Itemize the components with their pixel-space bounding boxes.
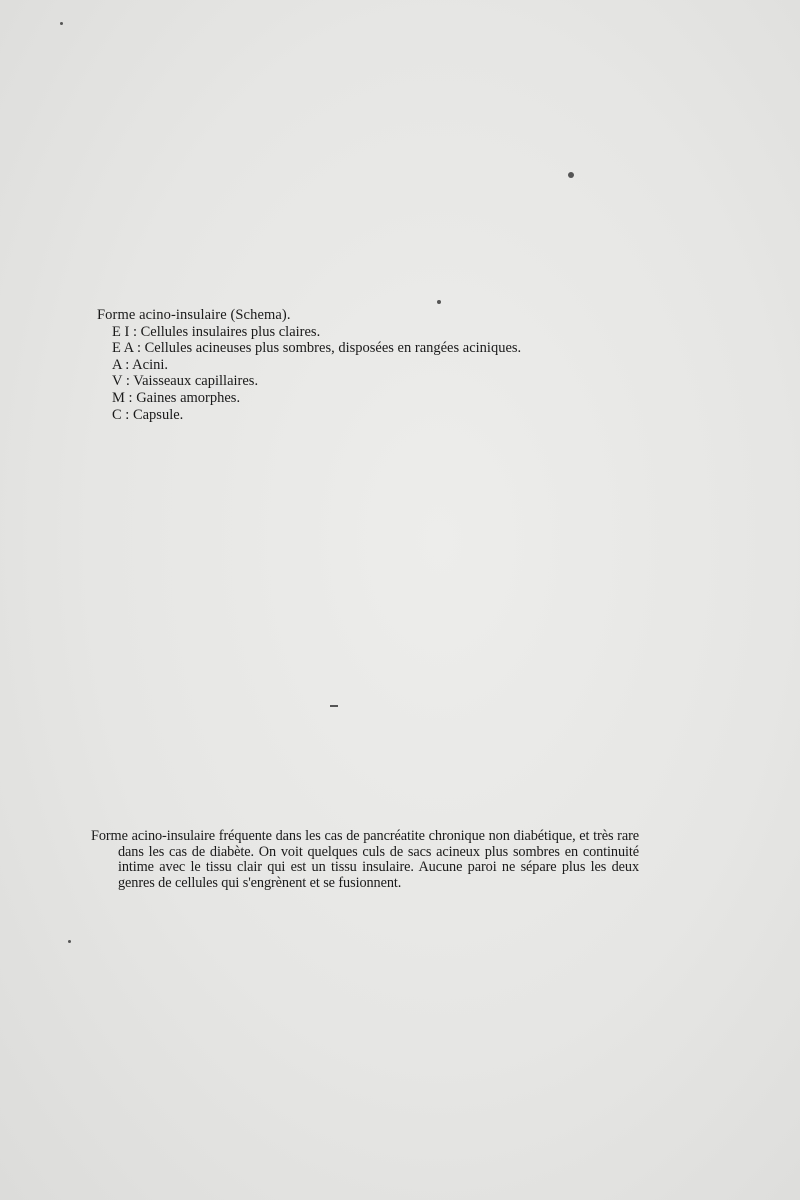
legend-item	[112, 340, 657, 357]
legend-key: V :	[112, 373, 133, 389]
legend-list	[97, 324, 657, 424]
legend-key: M :	[112, 390, 136, 406]
paper-speck	[68, 940, 71, 943]
paper-speck	[60, 22, 63, 25]
legend-text: Acini.	[132, 356, 168, 373]
legend-key: E I :	[112, 324, 141, 340]
legend-item	[112, 357, 657, 374]
legend-text: Cellules insulaires plus claires.	[140, 323, 321, 340]
legend-title: Forme acino-insulaire (Schema).	[97, 307, 291, 323]
paper-speck	[330, 705, 338, 707]
figure-caption: Forme acino-insulaire fréquente dans les cas de pancréatite chronique non diabétique, et très rare dans les cas de diabète. On voit quelques culs de sacs acineux plus sombres en continuité intime avec le tissu clair qui est un tissu insulaire. Aucune paroi ne sépare plus les deux genres de cellules qui s'engrènent et se fusionnent.	[91, 828, 639, 892]
legend-key: E A :	[112, 340, 145, 356]
legend-item	[112, 390, 657, 407]
legend-text: Vaisseaux capillaires.	[133, 373, 259, 390]
legend-key: A :	[112, 357, 132, 373]
figure-legend	[97, 307, 657, 423]
legend-key: C :	[112, 407, 133, 423]
legend-text: Gaines amorphes.	[136, 389, 241, 406]
legend-item	[112, 324, 657, 341]
legend-text: Cellules acineuses plus sombres, disposées en rangées aciniques.	[144, 340, 522, 357]
legend-item	[112, 373, 657, 390]
legend-item	[112, 407, 657, 424]
legend-text: Capsule.	[132, 406, 184, 423]
paper-speck	[568, 172, 574, 178]
paper-speck	[437, 300, 441, 304]
